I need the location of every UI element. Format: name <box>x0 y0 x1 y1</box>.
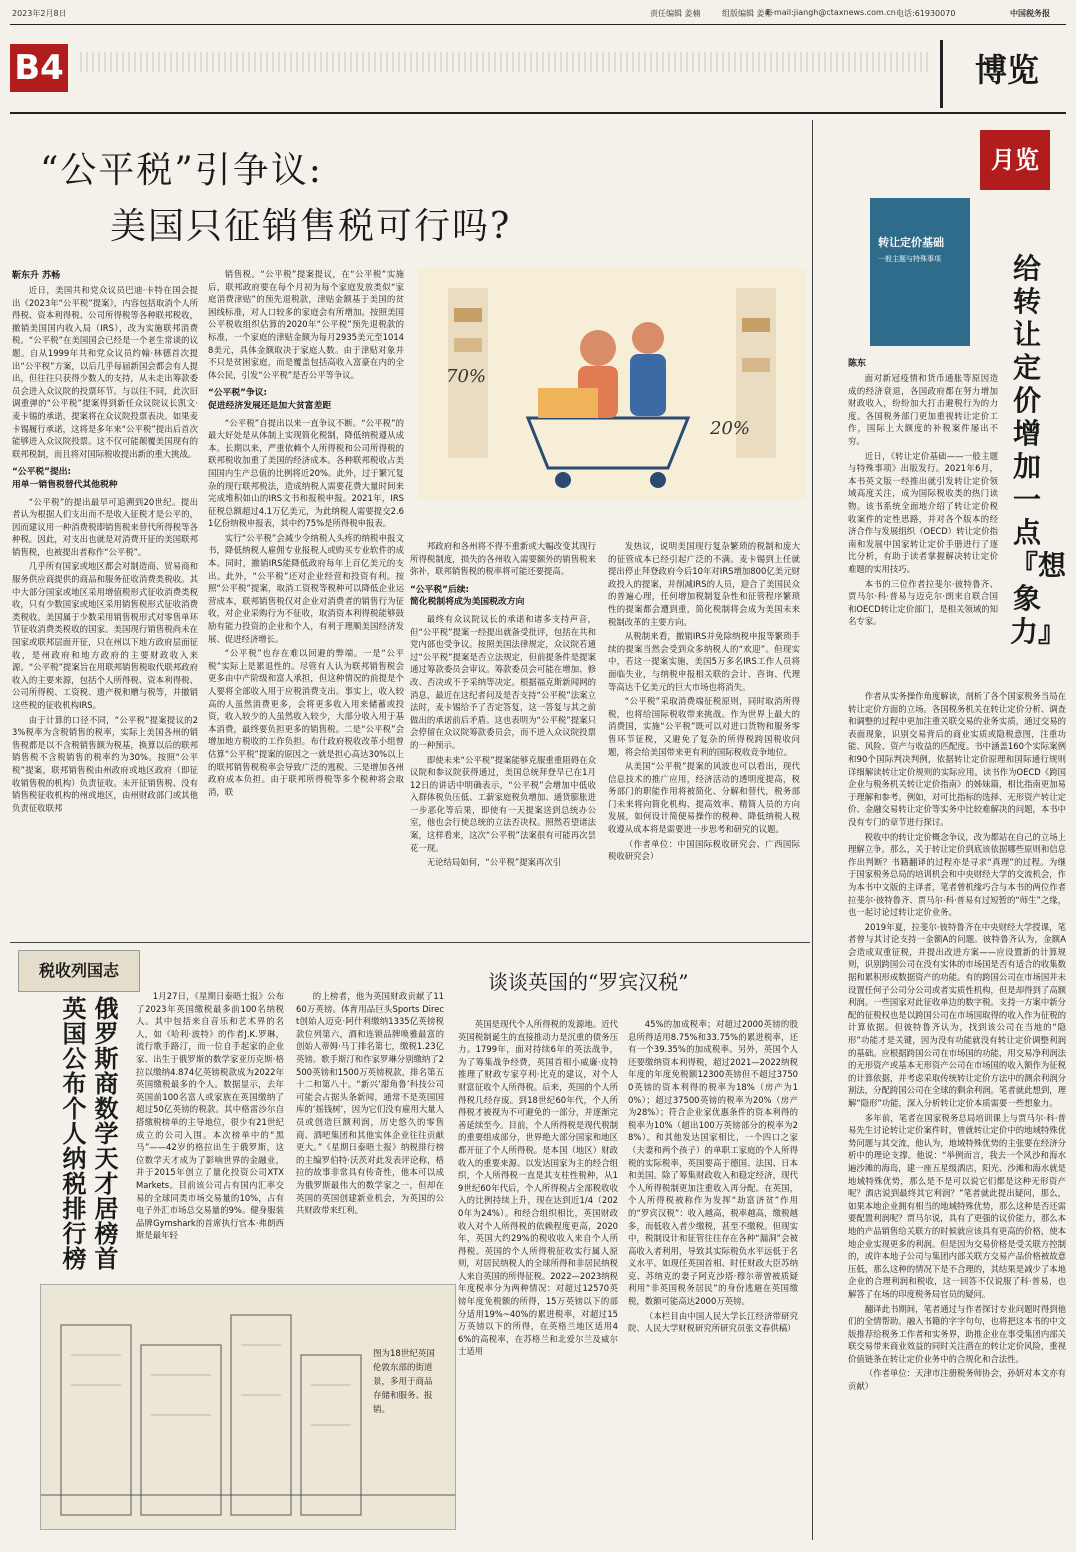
bottom-section-divider <box>10 942 810 943</box>
article-paragraph: 45%的加成税率；对超过2000英镑的股息所得适用8.75%和33.75%的累进税率，还有一个39.35%的加成税率。另外，英国个人还要缴纳资本利得税，超过2021—2022纳税年度的年度免税额12300英镑但不超过37500英镑的资本利得的税率为18%（房产为10%）；超过37500英镑的税率为20%（房产为28%）；符合企业家优惠条件的资本利得的税率为10%（超出100万英镑部分的税率为28%）。和其他发达国家相比，一个四口之家（夫妻和两个孩子）的单职工家庭的个人所得税的实际税率，英国要高于德国、法国、日本和美国。除了筹集财政收入和稳定经济，现代个人所得税制更加注重收入再分配。在英国，个人所得税被称作为发挥“劫富济贫”作用的“罗宾汉税”：收入越高，税率越高，缴税越多，而低收入者少缴税，甚至不缴税。但现实中，税制设计和征管往往存在各种“漏洞”会被高收入者利用，导致其实际税负水平远低于名义水平。如现任英国首相、时任财政大臣苏纳克、苏纳克的妻子阿克沙塔·穆尔蒂曾被质疑利用“非英国税务居民”的身份逃避在英国缴税，数额可能高达2000万英镑。 <box>628 1019 798 1307</box>
article-paragraph: 英国是现代个人所得税的发源地。近代英国税制诞生的直接推动力是沉重的债务压力。1799年，面对持续6年的英法战争，为了筹集战争经费，英国首相小威廉·皮特推理了财政专家亨利·比克的建议，对个人财富征收个人所得税。后来，英国的个人所得税几经存废。到18世纪60年代，个人所得税才被视为不可避免的一部分，并逐渐完善延续至今。目前，个人所得税是现代税制的重要组成部分，世界绝大部分国家和地区都开征了个人所得税。是本国（地区）财政收入的重要来源。以发达国家为主的经合组织，个人所得税一直是其支柱性税种，从19世纪60年代后，个人所得税占全部税收收入的比例持续上升，现在达到近1/4（2020年为24%）。和经合组织相比，英国财政收入对个人所得税的依赖程度更高，2020年，英国大约29%的税收收入来自个人所得税。英国的个人所得税征收实行属人原则，对居民纳税人的全球所得和非居民纳税人来自英国的所得征税。2022—2023纳税年度税率分为两种情况：对超过12570英镑年度免税额的所得，15万英镑以下的部分适用19%~40%的累进税率，对超过15万英镑以下的所得，在英格兰地区适用46%的高税率，在苏格兰和北爱尔兰及威尔士适用 <box>458 1019 618 1357</box>
main-title-line2: 美国只征销售税可行吗? <box>110 206 512 247</box>
article-paragraph: “公平税”的提出最早可追溯到20世纪。提出者认为根据人们支出而不是收入征税才是公平的，因而建议用一种消费税即销售税来替代所得税等各种税。因此，对支出也就是对消费开征的美国联邦销售税，也被提出者称作“公平税”。 <box>12 496 198 557</box>
header-email: E-mail:jiangh@ctaxnews.com.cn <box>766 8 896 17</box>
book-cover-title: 转让定价基础 <box>878 236 944 249</box>
sidebar-article-bottom <box>848 690 1066 1395</box>
article-paragraph: 多年前，笔者在国家税务总局培训课上与贾马尔·科·普易先生讨论转让定价案件时，曾就转让定价中的地域特殊优势问题与其交流，他认为，地域特殊优势的主张要在经济分析中的理论支撑。他说：“举例而言，我去一个风沙和海水遍沙滩的海岛，建一座五星级酒店，阳光、沙滩和海水就是地域特殊优势，那么是不是可以说它们都是这种无形资产呢？酒店说到最终其它利润？”笔者就此提出疑问，那么，如果本地企业拥有相当的地域特殊优势，那么这种是否还需要配置利润呢？贾马尔说，具有了更强的议价能力，那么本地的产品销售给关联方的时候就应该具有更高的价格，使本地企业实现更多的利润。但是因为交易价格是受关联方控制的，或许本地子公司与集团内部关联方交易产品价格被故意压低，那么这种的情况下是不合理的，其结果是减少了本地企业的合理利润和税收，这一回答不仅说服了科·普易，也解答了在场的印度税务局官员的疑问。 <box>848 1112 1066 1299</box>
article-paragraph: “公平税”自提出以来一直争议不断。“公平税”的最大好处是从体制上实现简化税制，降低纳税遵从成本。长期以来，严重依赖个人所得税和公司所得税的联邦税收加重了美国的经济成本。各种联邦税收占美国国内生产总值的比例将近20%。此外，过于繁冗复杂的现行联邦税法，造成纳税人需要花费大量时间来完成堆积如山的IRS文书和报税申报。2021年，IRS征税总额超过4.1万亿美元，为此纳税人需要提交2.61亿份纳税申报表，其中约75%是所得税申报表。 <box>208 417 404 529</box>
article-paragraph: 2019年夏，拉斐尔·彼特鲁齐在中央财经大学授课，笔者曾与其讨论支持一金额A的问题。彼特鲁齐认为，金额A会造成双重征税，并提出改进方案——应设置新的计算规则，识别跨国公司在没有实体的市场国是否有适合的收集数据和累积形成数据资产的功能。有的跨国公司在市场国并未设置任何子公司分公司或者实质性机构，但是却得到了高额利润。一些国家对此征收单边的数字税。支持一方案中新分配的征税权也是以跨国公司在市场国取得的收入作为征税的计算依据。但彼特鲁齐认为，找到该公司在当地的“隐形”功能才是关键，因为没有功能就没有转让定价调整利润的基础。应根据跨国公司在市场国的功能，用交易净利润法的无形资产或基本无形资产公司在市场国的收入额作为征税的计算依据，并考虑采取传统转让定价方法中的测余利润分割法，分配跨国公司在全球的剩余利润。笔者就此想到，理解“隐形”功能，深入分析转让定价本质需要一些想象力。 <box>848 921 1066 1108</box>
illustration-label-right: 20% <box>710 418 751 439</box>
article-paragraph: 无论结局如何，“公平税”提案再次引 <box>426 857 562 868</box>
article-paragraph: 税收中的转让定价概念争议，改为都站在自己的立场上理解立争。那么，关于转让定价到底该依据哪些原则和信息作出判断？书籍翻译的过程亦是寻求“真理”的过程。为继于国家税务总局的培训机会和中央财经大学的交流机会，作为本书中文版的主译者，笔者曾机缘巧合与本书的两位作者拉斐尔·彼特鲁齐、贾马尔·科·普易有过短暂的“师生”之缘，也一起讨论过转让定价业务。 <box>848 831 1066 918</box>
bottom-right-column-1 <box>458 1018 618 1360</box>
article-paragraph: 翻译此书期间，笔者通过与作者探讨专业问题时得到他们的全情帮助。融入书籍的字字句句，也将把这本书的中文版推荐给税务工作者和实务界，助推企业在事受集团内部关联交易带来商业效益的同时关注潜在的转让定价风险，重视价值链条在转让定价业务中的合规化和合法性。 <box>848 1303 1066 1364</box>
header-bottom-rule <box>10 112 1066 114</box>
bottom-left-title: 俄罗斯商数学天才居榜首 英国公布个人纳税排行榜 <box>58 996 119 1271</box>
article-paragraph: 1月27日，《星期日泰晤士报》公布了2023年英国缴税最多前100名纳税人。其中包括来自音乐和艺术界的名人，如《哈利·波特》的作者J.K.罗琳，流行歌手路汀，而一位自手起家的企业家、出生于俄罗斯的数学家亚历克斯·格拉以缴纳4.874亿英镑税款成为2022年英国缴税最多的个人。数据显示，去年英国前100名富人或家族在英国缴纳了超过50亿英镑的税款。其中格雷沙尔自搭缴税榜单的主导地位，很少有21世纪成立的公司入围。本次榜单中的“黑马”——42岁的格拉出生于俄罗斯，这位数学天才成为了影响世界的金融业，并于2015年创立了量化投资公司XTX Markets。目前该公司占有国内汇率交易的全球同类市场交易量的10%，占有电子外汇市场总交易量的9%。健身服装品牌Gymshark的首席执行官本·弗朗西斯是最年轻 <box>136 991 284 1241</box>
header-paper-name: 中国税务报 <box>1010 9 1050 18</box>
article-paragraph: 面对新冠疫情和货币通胀等原因造成的经济衰退，各国政府都在努力增加财政收入，纷纷加大打击避税行为的力度。各国税务部门更加重视转让定价工作，国际上大额度的补税案件屡出不穷。 <box>848 373 998 446</box>
main-article-column-1 <box>12 284 198 816</box>
header-decoration <box>80 52 930 72</box>
illustration-label-left: 70% <box>446 366 487 387</box>
article-paragraph: 最终有众议院议长的承诺和诸多支持声音，但“公平税”提案一经提出就备受批评，包括在共和党内部也受争议。按照美国法律规定，众议院若通过“公平税”提案是否立法规定，但前提条件是提案通过筹款委员会审议。筹款委员会可能在增加、修改、否决或不予采纳等决定。根据福克斯新闻网的消息，最近在这纪者问及是否支持“公平税”法案立法时，麦卡锡给予了否定答复，这一答复与其之前做出的承诺前后矛盾。这也表明为“公平税”提案只会停留在众议院筹款委员会，而不进入众议院投票的一种预示。 <box>410 613 596 750</box>
article-paragraph: 近日，《转让定价基础——一般主题与特殊事项》出版发行。2021年6月，本书英文版一经推出就引发转让定价领域高度关注，成为国际税收类的热门读物。该书系统全面地介绍了转让定价税收案件的定性思路，并对各个版本的经济合作与发展组织（OECD）转让定价指南和发展中国家转让定价手册进行了逐比分析，有助于读者掌握解决转让定价难题的实用技巧。 <box>848 450 998 574</box>
sidebar-title: 给转让定价增加一点『想象力』 <box>1010 252 1067 648</box>
sidebar-byline: 陈东 <box>848 359 867 369</box>
article-paragraph: 实行“公平税”会减少令纳税人头疼的纳税申报文书，降低纳税人雇佣专业报税人或购买专业软件的成本。同时，撤销IRS能降低政府每年上百亿美元的支出。此外，“公平税”还对企业经营和投资有利。按照“公平税”提案，取消工资税等税种可以降低企业运营成本，联邦销售税仅对企业对消费者的销售行为征收，对企业采购行为不征收，取消资本利得税能够鼓励有能力投资的企业和个人，有利于理顺美国经济发展、促进经济增长。 <box>208 532 404 644</box>
sidebar-divider <box>812 120 813 1540</box>
bottom-right-title: 谈谈英国的“罗宾汉税” <box>488 970 689 994</box>
article-paragraph: 从税制来看，撤销IRS并免除纳税申报等繁琐手续的提案当然会受到众多纳税人的“欢迎”。但现实中，若这一提案实施，美国5万多名IRS工作人员将面临失业，与纳税申报相关联的会计、咨询、代理等高达千亿美元的巨大市场也将消失。 <box>608 631 800 692</box>
bottom-left-column-2 <box>296 990 444 1219</box>
section-box <box>940 40 1071 108</box>
article-paragraph: 从美国“公平税”提案的风波也可以看出，现代信息技术的推广应用，经济活动的透明度提高，税务部门的职能作用将被简化、分解和替代，税务部门未来将向简化机构、提高效率、精简人员的方向发展，如何设计简便易操作的税种、降低纳税人税收遵从成本将是需要进一步思考和研究的议题。 <box>608 761 800 835</box>
shopping-illustration <box>418 268 806 500</box>
article-paragraph: 几乎所有国家或地区都会对制造商、贸易商和服务供应商提供的商品和服务征收消费类税收。其中大部分国家或地区采用增值税形式征收消费类税收，只有少数国家或地区采用销售税形式征收消费类税收。美国属于少数采用销售税形式对零售单环节征收消费类税收的国家。美国现行销售税尚未在国家或联邦层面开征，只在州以下地方政府层面征收，是州政府和地方政府的主要财政收入来源。“公平税”提案旨在用联邦销售税取代联邦政府收入的主要来源，包括个人所得税、资本利得税、公司所得税、工资税、遗产税和赠与税等，并撤销这些税的征收机构IRS。 <box>12 561 198 710</box>
header-phone: 电话:61930070 <box>896 9 956 18</box>
engraving-caption: 图为18世纪英国伦敦东部的街道景，多用于商品存储和服务、报销。 <box>373 1349 435 1415</box>
book-cover <box>870 198 970 346</box>
street-engraving <box>40 1284 456 1530</box>
author-note: （作者单位：中国国际税收研究会、广西国际税收研究会） <box>608 838 800 862</box>
article-paragraph: 邦政府和各州将不得不重新或大幅改变其现行所得税制度，损失的各州收入需要额外的销售税来弥补，联邦销售税的税率将可能还要提高。 <box>410 541 596 577</box>
subheading: “公平税”后续: 简化税制将成为美国税改方向 <box>410 584 525 608</box>
article-paragraph: “公平税”也存在难以回避的弊端。一是“公平税”实际上是累退性的。尽管有人认为联邦销售税会更多由中产阶级和富人承担，但这种情况的前提是个人要将全部收入用于应税消费支出。事实上，收入较高的人虽然消费更多，会将更多收入用来储蓄或投资，收入较少的人虽然收入较少，大部分收入用于基本消费，最终要负担更多的销售税。二是“公平税”会增加地方税收的工作负担。布什政府税收改革小组曾估算“公平税”提案的原因之一就是担心高达30%以上的联邦销售税税率会导致广泛的逃税。三是增加各州政府成本负担。由于联邦所得税等多个税种将会取消，联 <box>208 648 404 797</box>
main-title-line1: “公平税”引争议: <box>40 150 323 191</box>
article-paragraph: 作者从实务操作角度解读，剖析了各个国家税务当局在转让定价方面的立场。各国税务机关在转让定价分析、调查和调整的过程中更加注重关联交易的业务实质，通过交易的表面现象，识别交易背后的商业实质或隐税意图，注重功能、风险、资产与收益的匹配度。书中涵盖160个实际案例和90个国际判决判例，依据转让定价原理和国际通行规则详细解读转让定价规则的实际应用。读书作为OECD《跨国企业与税务机关转让定价指南》的姊妹篇，相比指南更加易于理解和参考。例如，对可比指标的选择、无形资产转让定价、金融交易转让定价等实务中比较难解决的问题，本书中没有专门的章节进行探讨。 <box>848 691 1066 827</box>
main-byline: 靳东升 苏畅 <box>12 271 61 281</box>
article-paragraph: 即使未来“公平税”提案能够克服重重阻碍在众议院和参议院获得通过，美国总统拜登早已在1月12日的讲话中明确表示，“公平税”会增加中低收入群体税负压低、工薪家庭税负增加、通货膨胀进一步恶化等后果，即使有一天提案送到总统办公室，他也会行使总统的立法否决权。照然若望诸法案，这样看来，这次“公平税”法案很有可能再次昙花一现。 <box>410 754 596 853</box>
sidebar-column-logo: 月览 <box>980 130 1050 190</box>
header-designer: 组版编辑 姜彬 <box>722 9 773 18</box>
subheading: “公平税”争议: 促进经济发展还是加大贫富差距 <box>208 388 332 411</box>
subheading: “公平税”提出: 用单一销售税替代其他税种 <box>12 467 118 490</box>
author-note: （本栏目由中国人民大学长江经济带研究院、人民大学财税研究所研究员张文春供稿） <box>628 1310 798 1334</box>
article-paragraph: 销售税。“公平税”提案提议，在“公平税”实施后，联邦政府要在每个月初为每个家庭发放类似“家庭消费津贴”的预先退税款，津贴金额基于美国的贫困线标准，对人口较多的家庭会有所增加。按照美国公平税收组织估算的2020年“公平税”预先退税款的标准，一个家庭的津贴金额为每月2935美元至10148美元，具体金额取决于家庭人数。由于津贴对象并不只是贫困家庭，而是覆盖包括高收入富豪在内的全体公民，引发“公平税”是否公平等争议。 <box>208 269 404 380</box>
header-date: 2023年2月8日 <box>12 9 67 18</box>
sidebar-article-top <box>848 372 998 630</box>
header-editor: 责任编辑 姜楠 <box>650 9 701 18</box>
bottom-left-column-1 <box>136 990 284 1244</box>
article-paragraph: “公平税”采取消费端征税原则，同时取消所得税，也将给国际税收带来挑战。作为世界上最大的消费国，实施“公平税”既可以对进口货物和服务零售环节征税，又避免了复杂的所得税跨国税收问题，将会给美国带来更有利的国际税收竞争地位。 <box>608 696 800 757</box>
main-article-column-2 <box>208 268 404 800</box>
main-article-column-4 <box>608 540 800 865</box>
book-cover-subtitle: 一般主题与特殊事项 <box>878 255 941 263</box>
article-paragraph: 的上榜者，他为英国财政贡献了1160万英镑。体育用品巨头Sports Direct创始人迈克·阿什利缴纳1335亿英镑税款位列第六，酒和连锁品牌唤雅最富的创始人蒂姆·马丁排名第七，缴税1.23亿英镑。歌手斯汀和作家罗琳分别缴纳了2500英镑和1500万英镑税款，排名第五十二和第八十。“新兴‘甜角鲁’科技公司可能会占据头条新闻，通常不是英国国库的‘摇钱树’，因为它们没有雇用大量人员或创造巨额利润，历史悠久的零售商、酒吧集团和其他实体企业往往贡献更大。”《星期日泰晤士报》纳税排行榜的主编罗伯特·沃茨对此发表评论称，格拉的故事非常具有传奇性，他本可以成为俄罗斯最伟大的数学家之一，但却在英国的英国创建新业机会，为英国的公共财政带来红利。 <box>296 991 444 1216</box>
page-number: B4 <box>10 44 68 92</box>
article-paragraph: 近日，美国共和党众议员巴迪·卡特在国会提出《2023年“公平税”提案》，内容包括取消个人所得税、资本利得税、公司所得税等各种联邦税收，撤销美国国内收入局（IRS），改为实施联邦消费税。“公平税”在美国国会已经是一个老生常谈的议题。自从1999年共和党众议员约翰·林德首次提出“公平税”方案，以后几乎每届新国会都会有人提出，但往往只获得少数人的支持，从未走出筹款委员会进入众议院的投票环节。与以往不同，此次旧调重弹的“公平税”提案得到新任众议院议长凯文·麦卡锡的承诺，提案将在众议院投票表决。如果麦卡锡履行承诺，这将是多年来“公平税”提出后首次能够进入众议院投票。这不仅可能颠覆美国现有的联邦税制，而且将对国际税收提出新的重大挑战。 <box>12 285 198 459</box>
section-title: 博览 <box>974 51 1039 89</box>
page-header <box>0 8 1076 22</box>
article-paragraph: 本书的三位作者拉斐尔·彼特鲁齐、贾马尔·科·普易与迈克尔·朗来自联合国和OECD转让定价部门，是相关领域的知名专家。 <box>848 578 998 627</box>
main-article-column-3 <box>410 540 596 871</box>
tax-column-logo: 税收列国志 <box>18 950 140 992</box>
bottom-right-column-2 <box>628 1018 798 1337</box>
header-rule <box>10 24 1066 25</box>
article-paragraph: 发热议，说明美国现行复杂繁琐的税制和庞大的征管成本已经引起广泛的不满。麦卡锡到上任就提出停止拜登政府今后10年对IRS增加800亿美元财政投入的提案，并削减IRS的人员，迎合了美国民众的普遍心理，任何增加税制复杂性和征管程序繁琐性的提案都会遭到重，简化税制将会成为美国未来税制改革的主要方向。 <box>608 541 800 627</box>
article-paragraph: 由于计算的口径不同，“公平税”提案提议的23%税率为含税销售的税率，实际上美国各州的销售税都是以不含税销售额为税基，换算以后的联邦销售税不含税销售的税率约为30%。按照“公平税”提案，联邦销售税由州政府或地区政府（即征收销售税的机构）负责征收。未开征销售税、没有销售税征收机构的州或地区，由州财政部门或其他负责征收联邦 <box>12 714 198 813</box>
author-note: （作者单位：天津市注册税务师协会，孙妍对本文亦有贡献） <box>848 1368 1066 1392</box>
